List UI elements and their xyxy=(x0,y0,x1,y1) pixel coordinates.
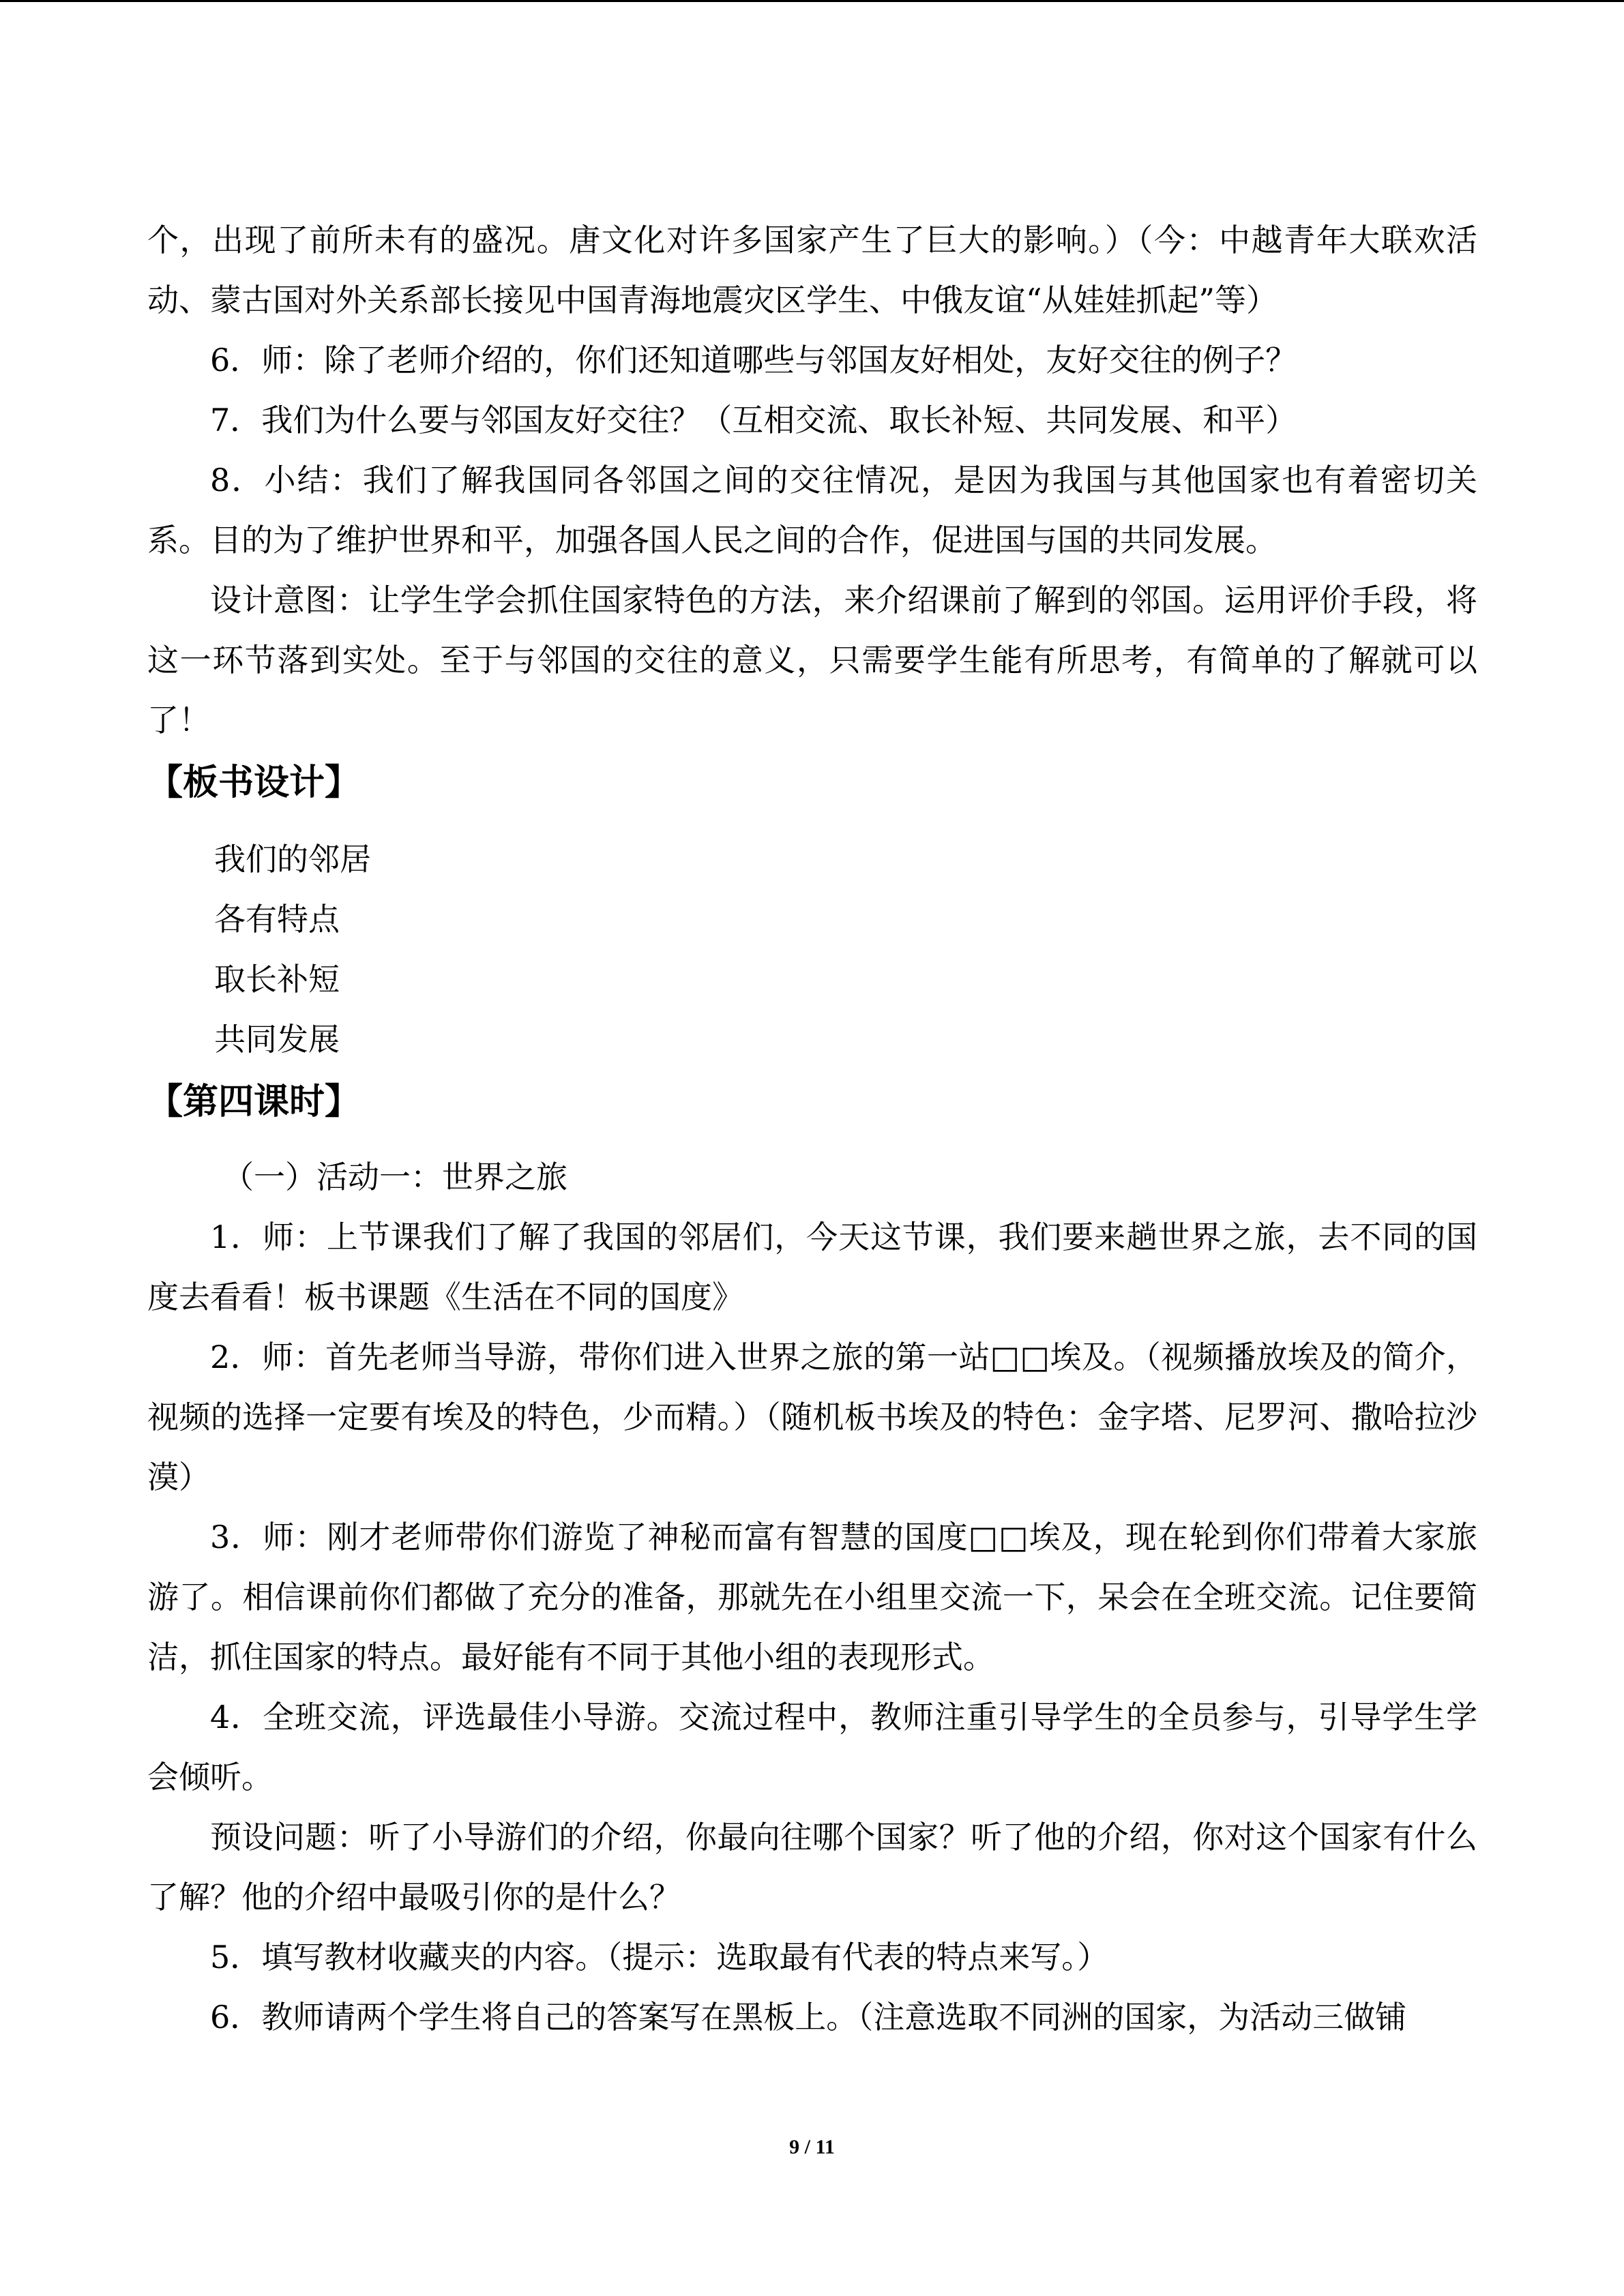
board-line: 共同发展 xyxy=(214,1021,340,1058)
paragraph-step-1: 1．师：上节课我们了解了我国的邻居们，今天这节课，我们要来趟世界之旅，去不同的国度去看看！板书课题《生活在不同的国度》 xyxy=(147,1219,1477,1315)
board-line: 各有特点 xyxy=(214,901,340,938)
paragraph-item-8: 8．小结：我们了解我国同各邻国之间的交往情况，是因为我国与其他国家也有着密切关系。目的为了维护世界和平，加强各国人民之间的合作，促进国与国的共同发展。 xyxy=(147,462,1477,558)
paragraph-item-7: 7．我们为什么要与邻国友好交往？（互相交流、取长补短、共同发展、和平） xyxy=(210,402,1297,438)
heading-lesson-four: 【第四课时】 xyxy=(147,1081,361,1122)
paragraph-preset-questions: 预设问题：听了小导游们的介绍，你最向往哪个国家？听了他的介绍，你对这个国家有什么了解？他的介绍中最吸引你的是什么？ xyxy=(147,1819,1477,1915)
board-line: 我们的邻居 xyxy=(214,841,371,878)
page-number: 9 / 11 xyxy=(789,2136,835,2158)
paragraph-step-2: 2．师：首先老师当导游，带你们进入世界之旅的第一站□□埃及。（视频播放埃及的简介，视频的选择一定要有埃及的特色，少而精。）（随机板书埃及的特色：金字塔、尼罗河、撒哈拉沙漠） xyxy=(147,1339,1477,1495)
board-line: 取长补短 xyxy=(214,961,340,998)
paragraph-continuation: 个，出现了前所未有的盛况。唐文化对许多国家产生了巨大的影响。）（今：中越青年大联欢活动、蒙古国对外关系部长接见中国青海地震灾区学生、中俄友谊“从娃娃抓起”等） xyxy=(147,222,1477,318)
paragraph-step-4: 4．全班交流，评选最佳小导游。交流过程中，教师注重引导学生的全员参与，引导学生学会倾听。 xyxy=(147,1699,1477,1795)
paragraph-step-3: 3．师：刚才老师带你们游览了神秘而富有智慧的国度□□埃及，现在轮到你们带着大家旅游了。相信课前你们都做了充分的准备，那就先在小组里交流一下，呆会在全班交流。记住要简洁，抓住国家的特点。最好能有不同于其他小组的表现形式。 xyxy=(147,1519,1477,1675)
paragraph-step-5: 5．填写教材收藏夹的内容。（提示：选取最有代表的特点来写。） xyxy=(210,1939,1109,1976)
paragraph-design-intent: 设计意图：让学生学会抓住国家特色的方法，来介绍课前了解到的邻国。运用评价手段，将这一环节落到实处。至于与邻国的交往的意义，只需要学生能有所思考，有简单的了解就可以了！ xyxy=(147,582,1477,739)
board-design-list xyxy=(147,829,1477,1069)
paragraph-step-6: 6．教师请两个学生将自己的答案写在黑板上。（注意选取不同洲的国家，为活动三做铺 xyxy=(210,1999,1407,2036)
activity-title: （一）活动一：世界之旅 xyxy=(222,1159,567,1195)
top-border-line xyxy=(0,0,1624,2)
heading-board-design: 【板书设计】 xyxy=(147,762,361,803)
paragraph-item-6: 6．师：除了老师介绍的，你们还知道哪些与邻国友好相处，友好交往的例子？ xyxy=(210,342,1297,378)
document-page xyxy=(147,210,1477,2047)
